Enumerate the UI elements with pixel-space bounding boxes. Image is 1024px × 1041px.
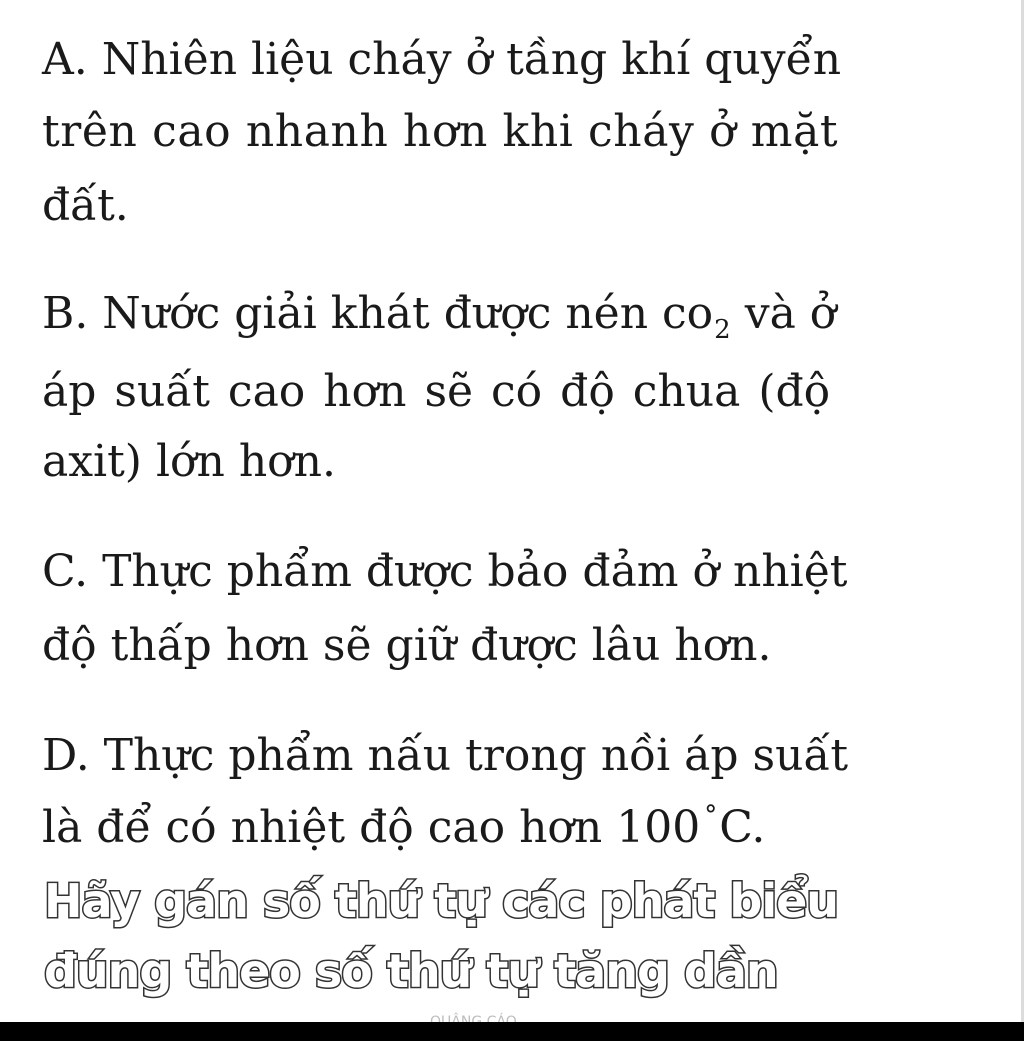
caption-line-2: đúng theo số thứ tự tăng dần [44,944,778,998]
statement-a-text-3: đất. [42,180,129,231]
statement-a-line-1 [42,34,990,85]
statement-c-line-2 [42,620,772,671]
degree-symbol: ° [704,801,718,831]
statement-a-line-2 [42,106,839,157]
statement-b-text-1-pre: B. Nước giải khát được nén [42,288,663,339]
statement-d-line-2 [42,801,766,853]
statement-b-line-3 [42,436,336,487]
statement-a-text-1: A. Nhiên liệu cháy ở tầng khí quyển [42,34,842,85]
statement-b-text-3: axit) lớn hơn. [42,436,336,487]
statement-c-text-2: độ thấp hơn sẽ giữ được lâu hơn. [42,620,772,671]
statement-d-text-2-post: C. [719,802,766,853]
statement-d-text-1: D. Thực phẩm nấu trong nồi áp suất [42,730,849,781]
statement-d-text-2-pre: là để có nhiệt độ cao hơn 100 [42,802,701,853]
co2-symbol: co [662,288,714,339]
bottom-bar [0,1022,1024,1041]
co2-subscript: 2 [714,315,731,345]
statement-b-line-2 [42,366,831,417]
caption-line-1: Hãy gán số thứ tự các phát biểu [44,874,839,928]
statement-b-line-1 [42,288,837,345]
statement-b-text-2: áp suất cao hơn sẽ có độ chua (độ [42,366,831,417]
statement-c-line-1 [42,546,848,597]
statement-b-text-1-post: và ở [730,288,837,339]
statement-c-text-1: C. Thực phẩm được bảo đảm ở nhiệt [42,546,848,597]
statement-a-text-2: trên cao nhanh hơn khi cháy ở mặt [42,106,839,157]
statement-d-line-1 [42,730,849,781]
co2-formula [662,288,731,345]
statement-a-line-3 [42,180,129,231]
